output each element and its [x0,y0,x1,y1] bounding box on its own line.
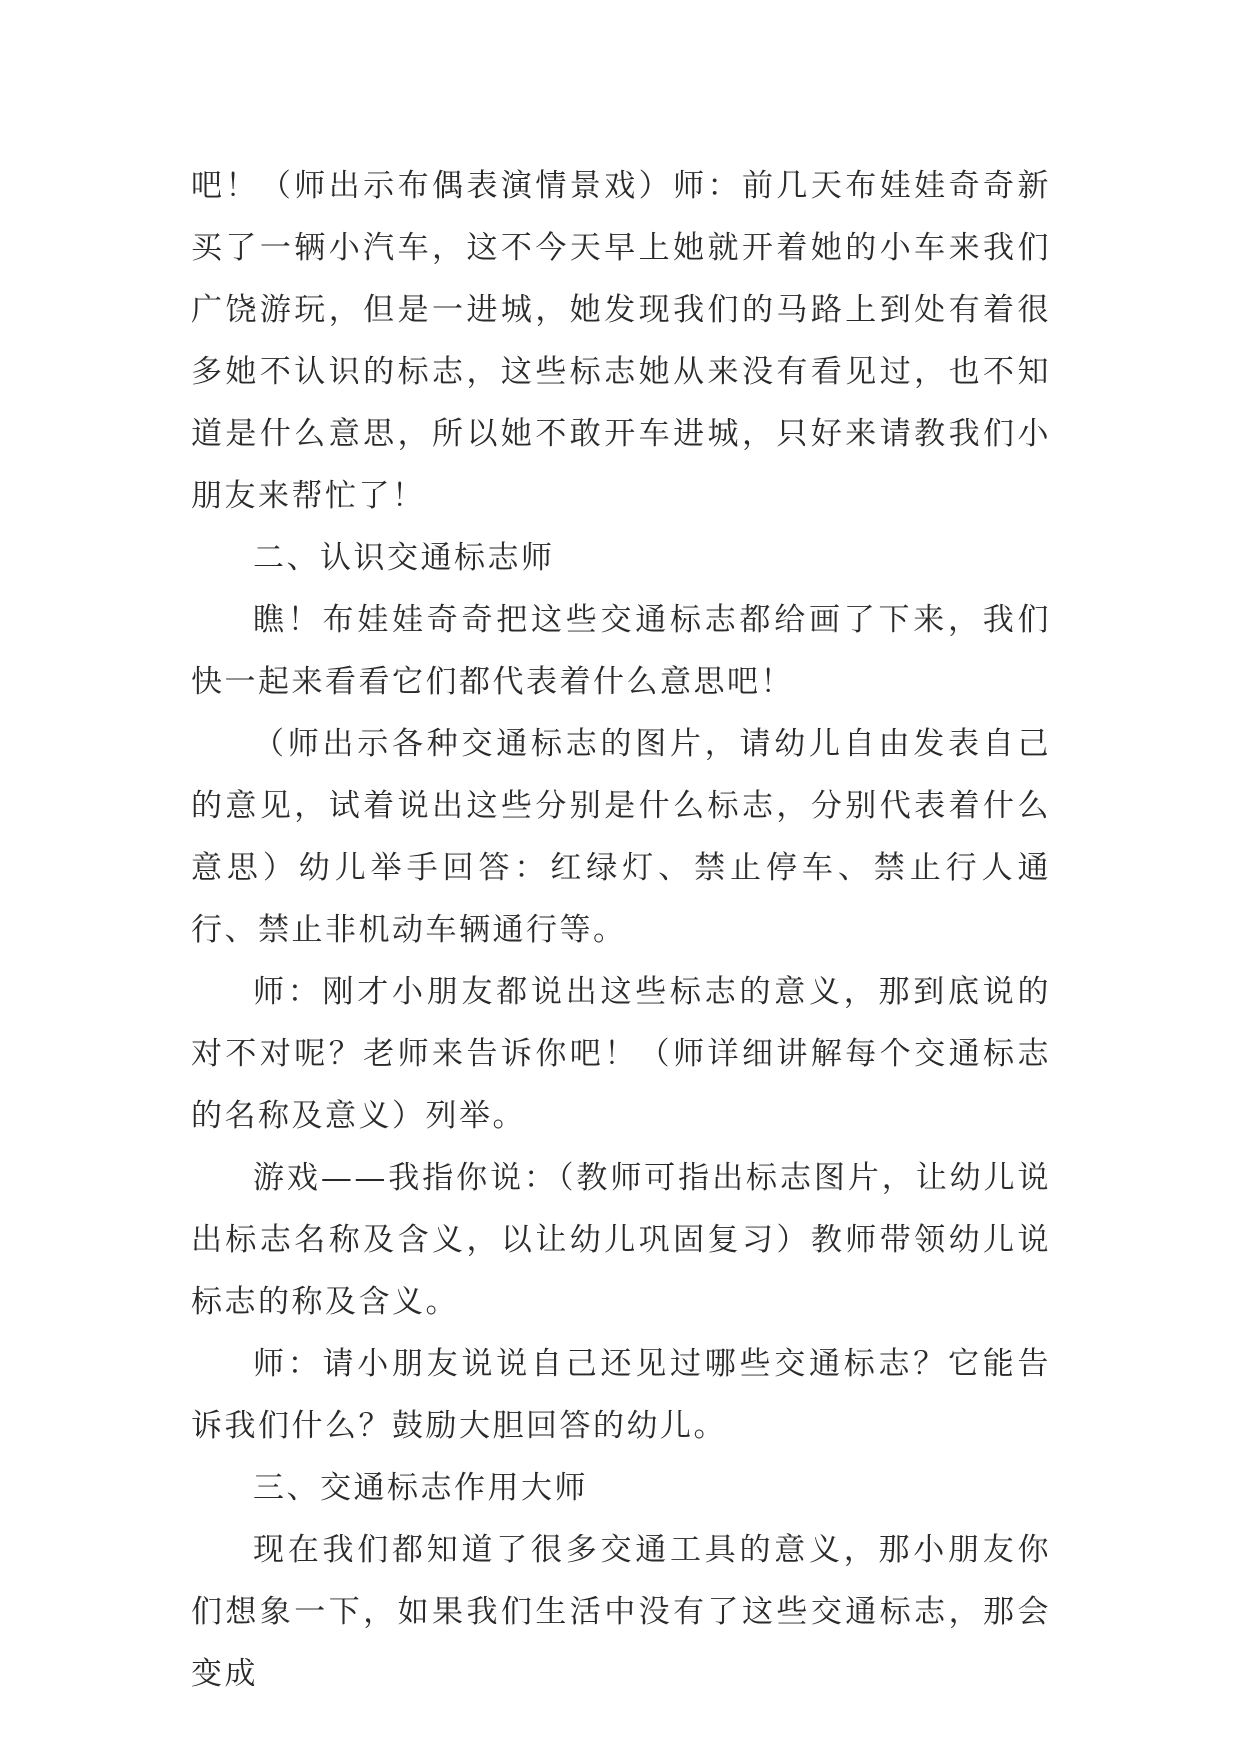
paragraph-continuation: 吧！（师出示布偶表演情景戏）师：前几天布娃娃奇奇新买了一辆小汽车，这不今天早上她就开着她的小车来我们广饶游玩，但是一进城，她发现我们的马路上到处有着很多她不认识的标志，这些标志她从来没有看见过，也不知道是什么意思，所以她不敢开车进城，只好来请教我们小朋友来帮忙了！ [191,168,1051,514]
paragraph: 现在我们都知道了很多交通工具的意义，那小朋友你们想象一下，如果我们生活中没有了这些交通标志，那会变成 [191,1532,1051,1692]
paragraph: （师出示各种交通标志的图片，请幼儿自由发表自己的意见，试着说出这些分别是什么标志，分别代表着什么意思）幼儿举手回答：红绿灯、禁止停车、禁止行人通行、禁止非机动车辆通行等。 [191,726,1051,948]
section-heading-2: 二、认识交通标志师 [253,540,555,576]
paragraph: 师：刚才小朋友都说出这些标志的意义，那到底说的对不对呢？老师来告诉你吧！（师详细讲解每个交通标志的名称及意义）列举。 [191,974,1051,1134]
paragraph: 瞧！布娃娃奇奇把这些交通标志都给画了下来，我们快一起来看看它们都代表着什么意思吧！ [191,602,1051,700]
paragraph: 游戏——我指你说：（教师可指出标志图片，让幼儿说出标志名称及含义，以让幼儿巩固复习）教师带领幼儿说标志的称及含义。 [191,1160,1051,1320]
paragraph: 师：请小朋友说说自己还见过哪些交通标志？它能告诉我们什么？鼓励大胆回答的幼儿。 [191,1346,1051,1444]
document-body [191,155,1051,1705]
section-heading-3: 三、交通标志作用大师 [253,1470,588,1506]
